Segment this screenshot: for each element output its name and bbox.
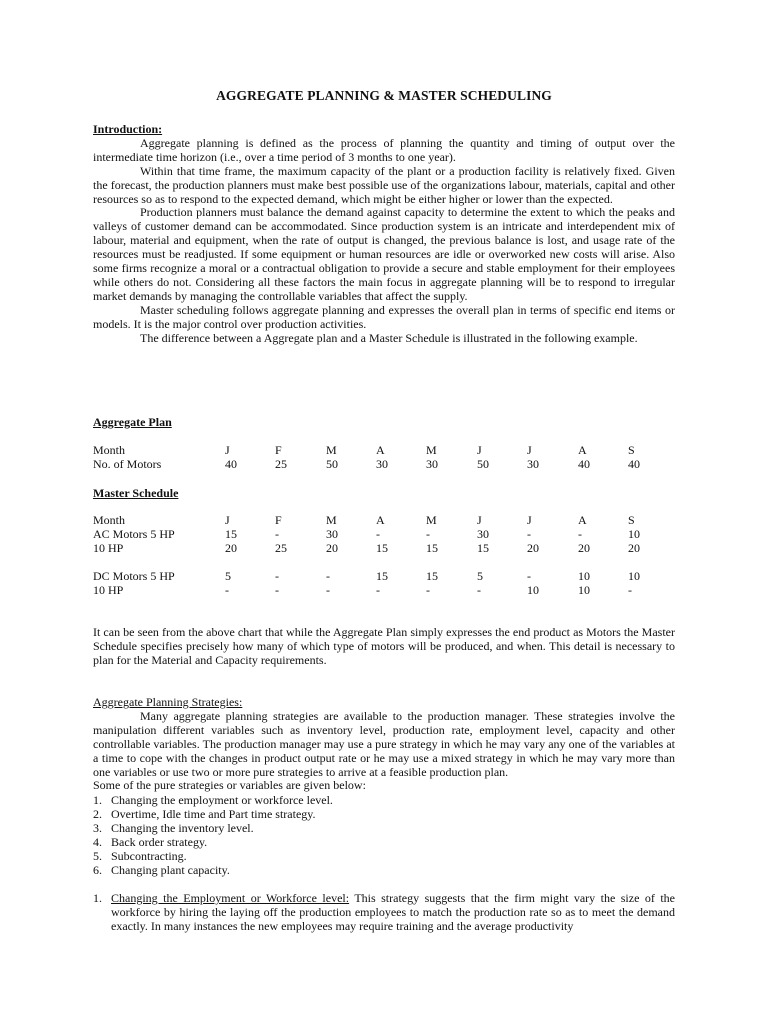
strategy-detail-title: Changing the Employment or Workforce level: <box>111 891 350 905</box>
introduction-heading: Introduction: <box>93 122 163 136</box>
master-schedule-cell: 15 <box>477 541 489 555</box>
strategy-list-text: Changing plant capacity. <box>111 862 230 877</box>
aggregate-plan-heading: Aggregate Plan <box>93 415 172 429</box>
strategy-list-number: 5. <box>93 848 102 863</box>
introduction-section <box>93 123 675 346</box>
aggregate-plan-cell: 50 <box>326 457 338 471</box>
master-schedule-row-label: Month <box>93 513 126 527</box>
master-schedule-cell: 30 <box>326 527 338 541</box>
strategies-section <box>93 696 675 793</box>
master-schedule-cell: - <box>426 527 430 541</box>
strategy-list-text: Overtime, Idle time and Part time strategy. <box>111 806 316 821</box>
strategies-list <box>93 794 675 877</box>
master-schedule-cell: 10 <box>628 569 640 583</box>
aggregate-plan-cell: 30 <box>426 457 438 471</box>
strategy-list-number: 1. <box>93 793 102 807</box>
strategy-list-item <box>93 850 675 864</box>
master-schedule-cell: - <box>376 527 380 541</box>
master-schedule-row-label: DC Motors 5 HP <box>93 569 175 583</box>
master-schedule-cell: 5 <box>477 569 483 583</box>
aggregate-plan-cell: J <box>477 443 482 457</box>
strategy-detail-number: 1. <box>93 891 102 905</box>
master-schedule-cell: 15 <box>376 541 388 555</box>
master-schedule-cell: M <box>326 513 337 527</box>
page-title: AGGREGATE PLANNING & MASTER SCHEDULING <box>216 88 552 103</box>
master-schedule-cell: - <box>275 527 279 541</box>
master-schedule-cell: J <box>225 513 230 527</box>
strategy-list-number: 2. <box>93 806 102 821</box>
master-schedule-cell: - <box>628 583 632 597</box>
aggregate-plan-cell: J <box>527 443 532 457</box>
master-schedule-cell: - <box>326 583 330 597</box>
master-schedule-cell: 10 <box>628 527 640 541</box>
strategy-list-number: 3. <box>93 820 102 835</box>
strategy-list-number: 6. <box>93 862 102 877</box>
aggregate-plan-cell: 40 <box>578 457 590 471</box>
master-schedule-cell: M <box>426 513 437 527</box>
master-schedule-cell: 20 <box>628 541 640 555</box>
master-schedule-cell: 20 <box>225 541 237 555</box>
master-schedule-heading: Master Schedule <box>93 486 179 500</box>
master-schedule-cell: 10 <box>578 569 590 583</box>
master-schedule-row <box>93 528 675 542</box>
master-schedule-cell: A <box>578 513 587 527</box>
master-schedule-cell: 20 <box>527 541 539 555</box>
strategy-detail-1 <box>93 892 675 934</box>
strategy-list-item <box>93 836 675 850</box>
master-schedule-cell: 15 <box>225 527 237 541</box>
master-schedule-cell: F <box>275 513 282 527</box>
intro-paragraph-3: Production planners must balance the demand against capacity to determine the extent to which the peaks and valleys of customer demand can be accommodated. Since production system is an intricate and interdependent mix of labour, material and equipment, when the rate of output is changed, the previous balance is lost, and usage rate of the resources must be readjusted. If some equipment or human resources are idle or overworked new costs will arise. Also some firms recognize a moral or a contractual obligation to provide a secure and stable employment for their employees while others do not. Considering all these factors the main focus in aggregate planning will be to respond to irregular market demands by managing the controllable variables that affect the supply. <box>93 205 675 303</box>
intro-paragraph-2: Within that time frame, the maximum capacity of the plant or a production facility is relatively fixed. Given the forecast, the production planners must make best possible use of the organizations labour, materials, capital and other resources so as to respond to the expected demand, which might be either higher or lower than the expected. <box>93 163 675 206</box>
aggregate-plan-cell: F <box>275 443 282 457</box>
aggregate-plan-cell: 40 <box>628 457 640 471</box>
master-schedule-row-label: 10 HP <box>93 541 124 555</box>
master-schedule-cell: J <box>477 513 482 527</box>
aggregate-plan-row <box>93 458 675 472</box>
master-schedule-cell: - <box>578 527 582 541</box>
aggregate-plan-cell: A <box>376 443 385 457</box>
strategy-list-text: Changing the inventory level. <box>111 820 254 835</box>
intro-paragraph-5: The difference between a Aggregate plan and a Master Schedule is illustrated in the following example. <box>140 330 638 345</box>
aggregate-plan-cell: 25 <box>275 457 287 471</box>
master-schedule-cell: - <box>426 583 430 597</box>
strategy-list-text: Back order strategy. <box>111 834 208 849</box>
master-schedule-row <box>93 570 675 584</box>
strategy-detail-text: This strategy suggests that the firm might vary the size of the workforce by hiring the laying off the production employees to match the production rate so as to meet the demand exactly. In many instances the new employees may require training and the average productivity <box>111 891 675 933</box>
master-schedule-cell: S <box>628 513 635 527</box>
strategy-list-number: 4. <box>93 834 102 849</box>
intro-paragraph-1: Aggregate planning is defined as the process of planning the quantity and timing of output over the intermediate time horizon (i.e., over a time period of 3 months to one year). <box>93 135 675 164</box>
master-schedule-row <box>93 584 675 598</box>
master-schedule-cell: - <box>477 583 481 597</box>
conclusion-paragraph: It can be seen from the above chart that while the Aggregate Plan simply expresses the end product as Motors the Master Schedule specifies precisely how many of which type of motors will be produced, and when. This detail is necessary to plan for the Material and Capacity requirements. <box>93 625 675 667</box>
aggregate-plan-row-label: Month <box>93 443 126 457</box>
master-schedule-row <box>93 542 675 556</box>
aggregate-plan-cell: 30 <box>527 457 539 471</box>
master-schedule-cell: - <box>275 569 279 583</box>
master-schedule-cell: 15 <box>376 569 388 583</box>
aggregate-plan-row-label: No. of Motors <box>93 457 162 471</box>
strategy-list-item <box>93 794 675 808</box>
strategy-list-text: Subcontracting. <box>111 848 187 863</box>
master-schedule-cell: 15 <box>426 569 438 583</box>
master-schedule-cell: 15 <box>426 541 438 555</box>
strategies-lead: Some of the pure strategies or variables are given below: <box>93 778 366 793</box>
strategy-list-item <box>93 864 675 878</box>
master-schedule-heading-wrap <box>93 487 178 501</box>
aggregate-plan-cell: M <box>426 443 437 457</box>
master-schedule-cell: 10 <box>527 583 539 597</box>
aggregate-plan-row <box>93 444 675 458</box>
aggregate-plan-cell: M <box>326 443 337 457</box>
aggregate-plan-cell: J <box>225 443 230 457</box>
strategy-list-text: Changing the employment or workforce level. <box>111 793 333 807</box>
intro-paragraph-4: Master scheduling follows aggregate planning and expresses the overall plan in terms of specific end items or models. It is the major control over production activities. <box>93 302 675 331</box>
master-schedule-cell: - <box>326 569 330 583</box>
master-schedule-cell: 5 <box>225 569 231 583</box>
strategy-list-item <box>93 808 675 822</box>
aggregate-plan-cell: A <box>578 443 587 457</box>
master-schedule-cell: 25 <box>275 541 287 555</box>
master-schedule-cell: 20 <box>578 541 590 555</box>
master-schedule-cell: - <box>527 569 531 583</box>
master-schedule-cell: A <box>376 513 385 527</box>
strategies-paragraph: Many aggregate planning strategies are available to the production manager. These strategies involve the manipulation different variables such as inventory level, production rate, employment level, capacity and other controllable variables. The production manager may use a pure strategy in which he may vary any one of the variables at a time to cope with the changes in product output rate or he may use a mixed strategy in which he may vary more than one variables or use two or more pure strategies to arrive at a feasible production plan. <box>93 708 675 779</box>
aggregate-plan-heading-wrap <box>93 416 172 430</box>
aggregate-plan-cell: 30 <box>376 457 388 471</box>
master-schedule-cell: 20 <box>326 541 338 555</box>
master-schedule-row-label: 10 HP <box>93 583 124 597</box>
master-schedule-cell: - <box>376 583 380 597</box>
aggregate-plan-cell: 50 <box>477 457 489 471</box>
aggregate-plan-cell: 40 <box>225 457 237 471</box>
strategies-heading: Aggregate Planning Strategies: <box>93 695 243 709</box>
master-schedule-cell: - <box>275 583 279 597</box>
master-schedule-row <box>93 514 675 528</box>
strategy-list-item <box>93 822 675 836</box>
master-schedule-row-label: AC Motors 5 HP <box>93 527 175 541</box>
master-schedule-cell: 10 <box>578 583 590 597</box>
master-schedule-cell: - <box>527 527 531 541</box>
master-schedule-cell: J <box>527 513 532 527</box>
master-schedule-cell: - <box>225 583 229 597</box>
aggregate-plan-cell: S <box>628 443 635 457</box>
master-schedule-cell: 30 <box>477 527 489 541</box>
